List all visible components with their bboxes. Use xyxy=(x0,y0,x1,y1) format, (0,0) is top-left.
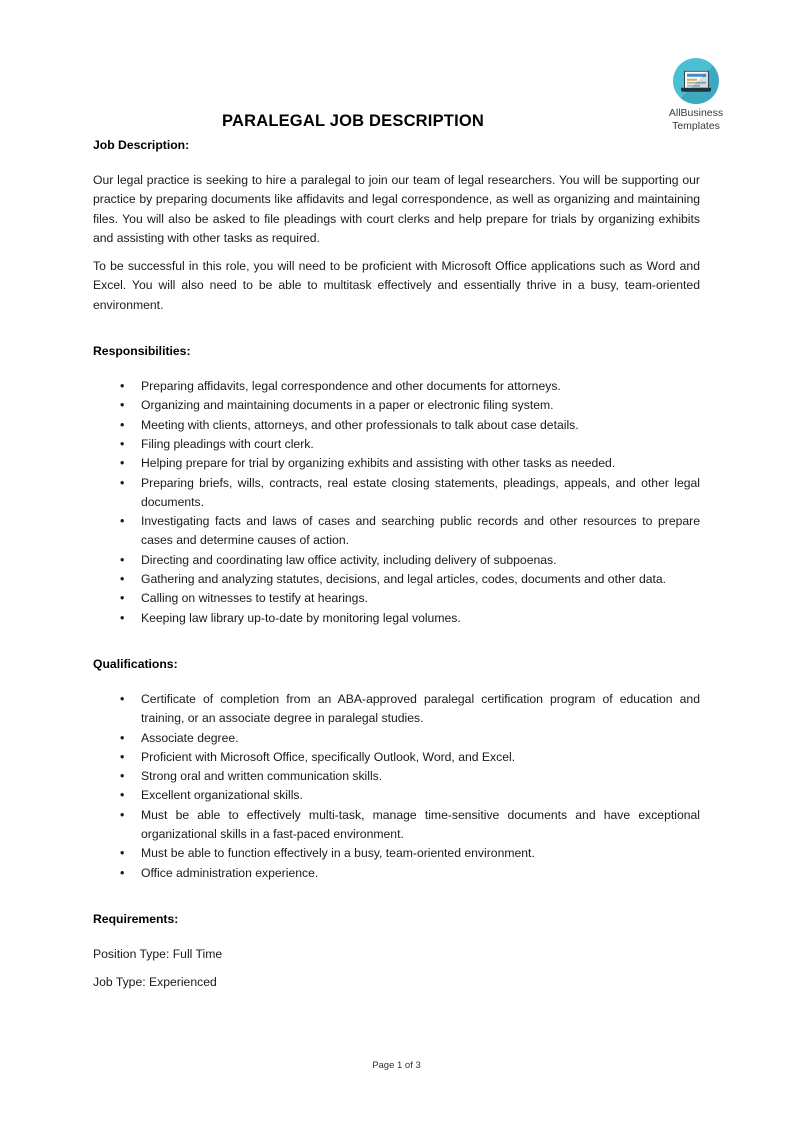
list-item: • Must be able to effectively multi-task, manage time-sensitive documents and have exceptional organizational skills in a fast-paced environment. xyxy=(93,806,700,845)
list-item: • Certificate of completion from an ABA-approved paralegal certification program of education and training, or an associate degree in paralegal studies. xyxy=(93,690,700,729)
section-heading-requirements: Requirements: xyxy=(93,911,179,926)
list-item: • Must be able to function effectively in a busy, team-oriented environment. xyxy=(93,844,700,863)
list-item: • Filing pleadings with court clerk. xyxy=(93,435,700,454)
brand-name xyxy=(655,107,737,132)
section-heading-qualifications: Qualifications: xyxy=(93,656,178,671)
list-item: • Organizing and maintaining documents in a paper or electronic filing system. xyxy=(93,396,700,415)
list-item: • Keeping law library up-to-date by monitoring legal volumes. xyxy=(93,609,700,628)
list-item: • Proficient with Microsoft Office, specifically Outlook, Word, and Excel. xyxy=(93,748,700,767)
list-item: • Helping prepare for trial by organizing exhibits and assisting with other tasks as needed. xyxy=(93,454,700,473)
requirement-position-type: Position Type: Full Time xyxy=(93,946,223,961)
list-item: • Strong oral and written communication skills. xyxy=(93,767,700,786)
list-item: • Directing and coordinating law office activity, including delivery of subpoenas. xyxy=(93,551,700,570)
list-item: • Calling on witnesses to testify at hearings. xyxy=(93,589,700,608)
brand-logo xyxy=(655,58,737,132)
list-item: • Preparing briefs, wills, contracts, real estate closing statements, pleadings, appeals, and other legal documents. xyxy=(93,474,700,513)
list-item: • Investigating facts and laws of cases and searching public records and other resources to prepare cases and determine causes of action. xyxy=(93,512,700,551)
list-item: • Gathering and analyzing statutes, decisions, and legal articles, codes, documents and other data. xyxy=(93,570,700,589)
list-item: • Associate degree. xyxy=(93,729,700,748)
qualifications-list xyxy=(93,690,700,883)
document-body xyxy=(93,138,700,993)
section-heading-responsibilities: Responsibilities: xyxy=(93,344,191,359)
brand-name-line2: Templates xyxy=(672,119,720,132)
list-item: • Meeting with clients, attorneys, and other professionals to talk about case details. xyxy=(93,416,700,435)
list-item: • Excellent organizational skills. xyxy=(93,786,700,805)
job-description-paragraph: To be successful in this role, you will need to be proficient with Microsoft Office applications such as Word and Excel. You will also need to be able to multitask effectively and essentially thrive in a busy, team-oriented environment. xyxy=(93,259,700,312)
brand-name-line1: AllBusiness xyxy=(668,107,724,119)
logo-shadow xyxy=(673,58,719,104)
responsibilities-list xyxy=(93,377,700,628)
section-heading-job-description: Job Description: xyxy=(93,138,190,152)
list-item: • Preparing affidavits, legal correspondence and other documents for attorneys. xyxy=(93,377,700,396)
laptop-icon xyxy=(673,58,719,104)
page-title: PARALEGAL JOB DESCRIPTION xyxy=(222,112,484,130)
list-item: • Office administration experience. xyxy=(93,864,700,883)
job-description-paragraph: Our legal practice is seeking to hire a paralegal to join our team of legal researchers. You will be supporting our practice by preparing documents like affidavits and legal correspondence, as well as organizing and maintaining files. You will also be asked to file pleadings with court clerks and help prepare for trials by organizing exhibits and assisting with other tasks as required. xyxy=(93,173,700,245)
requirement-job-type: Job Type: Experienced xyxy=(93,975,217,990)
page-footer: Page 1 of 3 xyxy=(372,1060,421,1071)
